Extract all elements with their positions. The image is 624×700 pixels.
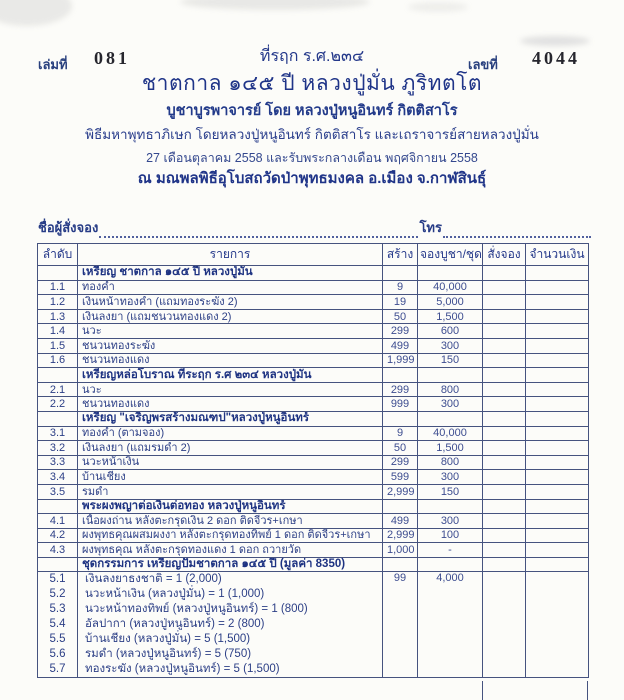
section-row [38,368,589,383]
item-index: 3.3 [38,455,78,470]
order-qty-cell [483,309,526,324]
item-name: เงินลงยา (แถมชนวนทองแดง 2) [78,309,383,324]
amount-cell [526,280,589,295]
order-qty-cell [483,382,526,397]
item-index: 3.4 [38,470,78,485]
made-cell: 599 [383,470,418,485]
price-cell [418,499,483,514]
made-cell: 299 [383,382,418,397]
item-row [38,484,589,499]
item-name: นวะหน้าทองทิพย์ (หลวงปู่หนูอินทร์) = 1 (800) [85,603,308,616]
item-name: ทองคำ (ตามจอง) [78,426,383,441]
price-cell [418,557,483,572]
scan-smudge [180,0,370,10]
order-qty-cell [483,455,526,470]
item-row [38,470,589,485]
col-header-order: สั่งจอง [483,244,526,266]
item-row [38,514,589,529]
item-index: 5.4 [49,618,66,631]
order-qty-cell [483,280,526,295]
made-cell: 499 [383,514,418,529]
price-cell: 40,000 [418,426,483,441]
item-row [38,397,589,412]
section-row [38,499,589,514]
price-cell: 300 [418,470,483,485]
section-title: เหรียญหล่อโบราณ ที่ระฤก ร.ศ ๒๓๔ หลวงปู่มั่น [78,368,383,383]
item-name: ผงพุทธคุณผสมผงงา หลังตะกรุดทองทิพย์ 1 ดอก ติดจีวร+เกษา [78,528,383,543]
made-cell [383,266,418,281]
section-index [38,499,78,514]
item-name: ชนวนทองระฆัง [78,338,383,353]
item-name: เนื้อผงถ่าน หลังตะกรุดเงิน 2 ดอก ติดจีวร+เกษา [78,514,383,529]
amount-cell [526,309,589,324]
order-qty-cell [483,557,526,572]
item-index: 1.1 [38,280,78,295]
table-header-row [38,244,589,266]
item-name: ทองระฆัง (หลวงปู่หนูอินทร์) = 5 (1,500) [85,663,280,676]
book-number-label: เล่มที่ [38,57,68,72]
item-name: นวะ [78,324,383,339]
price-cell: 800 [418,455,483,470]
price-cell [418,411,483,426]
item-index: 1.5 [38,338,78,353]
made-cell [383,368,418,383]
item-index: 4.2 [38,528,78,543]
price-cell [418,368,483,383]
serial-number-label: เลขที่ [468,57,498,72]
item-name: นวะ [78,382,383,397]
made-cell: 19 [383,295,418,310]
item-name: บ้านเชียง [78,470,383,485]
made-cell [383,557,418,572]
scan-smudge [0,0,72,26]
order-qty-cell [483,411,526,426]
order-qty-cell [483,514,526,529]
item-index: 1.3 [38,309,78,324]
order-qty-cell [483,528,526,543]
item-row [38,295,589,310]
amount-cell [526,514,589,529]
item-row [38,455,589,470]
order-qty-cell [483,324,526,339]
amount-cell [526,441,589,456]
subtitle-ceremony: พิธีมหาพุทธาภิเษก โดยหลวงปู่หนูอินทร์ กิตติสาโร และเถราจารย์สายหลวงปู่มั่น [85,127,539,142]
item-name: เงินลงยา (แถมรมดำ 2) [78,441,383,456]
price-cell: 150 [418,484,483,499]
serial-number: 4044 [532,48,580,68]
item-name: อัลปากา (หลวงปู่หนูอินทร์) = 2 (800) [85,618,265,631]
amount-cell [526,426,589,441]
phone-field [443,223,591,238]
made-cell: 1,999 [383,353,418,368]
order-qty-cell [483,266,526,281]
item-index: 3.1 [38,426,78,441]
book-number: 081 [94,48,130,68]
col-header-price: จองบูชา/ชุด [418,244,483,266]
orderer-line [38,217,592,238]
item-name: ชนวนทองแดง [78,397,383,412]
amount-cell [526,455,589,470]
col-header-item: รายการ [78,244,383,266]
order-qty-cell [483,441,526,456]
section-row [38,557,589,572]
phone-label: โทร [419,220,442,235]
price-cell: 300 [418,514,483,529]
price-cell: - [418,543,483,558]
item-name: ทองคำ [78,280,383,295]
order-qty-cell [483,295,526,310]
item-index: 5.6 [49,648,66,661]
order-qty-cell [483,368,526,383]
item-name: รมดำ [78,484,383,499]
item-index: 5.2 [49,588,66,601]
made-cell: 99 [383,572,418,678]
item-name: ผงพุทธคุณ หลังตะกรุดทองแดง 1 ดอก ถวายวัด [78,543,383,558]
price-cell: 600 [418,324,483,339]
order-qty-cell [483,572,526,678]
price-cell: 150 [418,353,483,368]
amount-cell [526,484,589,499]
section-title: เหรียญ ชาตกาล ๑๔๕ ปี หลวงปู่มั่น [78,266,383,281]
item-name: นวะหน้าเงิน (หลวงปู่มั่น) = 1 (1,000) [85,588,265,601]
amount-cell [526,295,589,310]
made-cell: 9 [383,280,418,295]
order-table [37,243,589,678]
order-qty-cell [483,543,526,558]
item-name: นวะหน้าเงิน [78,455,383,470]
item-index: 5.1 [49,573,66,586]
section-index [38,368,78,383]
price-cell: 300 [418,338,483,353]
item-name: ชนวนทองแดง [78,353,383,368]
col-header-made: สร้าง [383,244,418,266]
item-row [38,426,589,441]
amount-cell [526,557,589,572]
item-row [38,353,589,368]
subtitle-dates: 27 เดือนตุลาคม 2558 และรับพระกลางเดือน พฤศจิกายน 2558 [146,151,478,165]
item-row [38,441,589,456]
amount-cell [526,353,589,368]
amount-cell [526,470,589,485]
made-cell: 299 [383,324,418,339]
made-cell: 50 [383,309,418,324]
section-title: พระผงพญาต่อเงินต่อทอง หลวงปู่หนูอินทร์ [78,499,383,514]
amount-cell [526,572,589,678]
price-cell: 4,000 [418,572,483,678]
item-index: 3.5 [38,484,78,499]
amount-cell [526,324,589,339]
order-qty-cell [483,499,526,514]
section-index [38,266,78,281]
amount-cell [526,338,589,353]
section-title: เหรียญ "เจริญพรสร้างมณฑป"หลวงปู่หนูอินทร์ [78,411,383,426]
amount-cell [526,368,589,383]
item-index: 2.1 [38,382,78,397]
price-cell: 100 [418,528,483,543]
price-cell [418,266,483,281]
made-cell: 299 [383,455,418,470]
subtitle-dedication: บูชาบูรพาจารย์ โดย หลวงปู่หนูอินทร์ กิตติสาโร [166,103,458,119]
col-header-index: ลำดับ [38,244,78,266]
made-cell: 1,000 [383,543,418,558]
amount-cell [526,266,589,281]
amount-cell [526,411,589,426]
item-name: รมดำ (หลวงปู่หนูอินทร์) = 5 (750) [85,648,252,661]
item-index: 1.6 [38,353,78,368]
page-title: ชาตกาล ๑๔๕ ปี หลวงปู่มั่น ภูริทตโต [141,72,483,95]
item-index: 1.4 [38,324,78,339]
item-name: เงินลงยาธงชาติ = 1 (2,000) [85,573,222,586]
scan-smudge [408,2,468,12]
price-cell: 40,000 [418,280,483,295]
made-cell [383,499,418,514]
amount-cell [526,528,589,543]
section-row [38,266,589,281]
amount-cell [526,499,589,514]
made-cell: 999 [383,397,418,412]
item-index: 5.5 [49,633,66,646]
total-amount-cell [482,681,588,700]
subtitle-venue: ณ มณพลพิธีอุโบสถวัดป่าพุทธมงคล อ.เมือง จ.กาฬสินธุ์ [137,170,487,187]
amount-cell [526,397,589,412]
item-row [38,280,589,295]
item-name: เงินหน้าทองคำ (แถมทองระฆัง 2) [78,295,383,310]
item-row [38,382,589,397]
group-indexes [38,572,78,678]
item-index: 5.7 [49,663,66,676]
price-cell: 5,000 [418,295,483,310]
section-index [38,557,78,572]
item-index: 4.1 [38,514,78,529]
made-cell: 50 [383,441,418,456]
orderer-name-label: ชื่อผู้สั่งจอง [38,220,99,235]
order-qty-cell [483,470,526,485]
group-items [78,572,383,678]
item-row [38,338,589,353]
section-index [38,411,78,426]
item-row [38,324,589,339]
price-cell: 1,500 [418,441,483,456]
order-qty-cell [483,426,526,441]
commemorative-line: ที่รฤก ร.ศ.๒๓๔ [259,48,365,65]
group-row [38,572,589,678]
item-index: 5.3 [49,603,66,616]
item-index: 4.3 [38,543,78,558]
order-qty-cell [483,484,526,499]
amount-cell [526,382,589,397]
order-qty-cell [483,338,526,353]
made-cell [383,411,418,426]
price-cell: 800 [418,382,483,397]
item-index: 2.2 [38,397,78,412]
item-row [38,309,589,324]
col-header-amount: จำนวนเงิน [526,244,589,266]
section-row [38,411,589,426]
order-qty-cell [483,353,526,368]
item-index: 3.2 [38,441,78,456]
made-cell: 9 [383,426,418,441]
item-row [38,543,589,558]
made-cell: 499 [383,338,418,353]
order-qty-cell [483,397,526,412]
item-index: 1.2 [38,295,78,310]
price-cell: 1,500 [418,309,483,324]
made-cell: 2,999 [383,528,418,543]
amount-cell [526,543,589,558]
section-title: ชุดกรรมการ เหรียญปั้มชาตกาล ๑๔๕ ปี (มูลค่า 8350) [78,557,383,572]
price-cell: 300 [418,397,483,412]
orderer-name-field [99,223,418,238]
item-name: บ้านเชียง (หลวงปู่มั่น) = 5 (1,500) [85,633,251,646]
made-cell: 2,999 [383,484,418,499]
item-row [38,528,589,543]
